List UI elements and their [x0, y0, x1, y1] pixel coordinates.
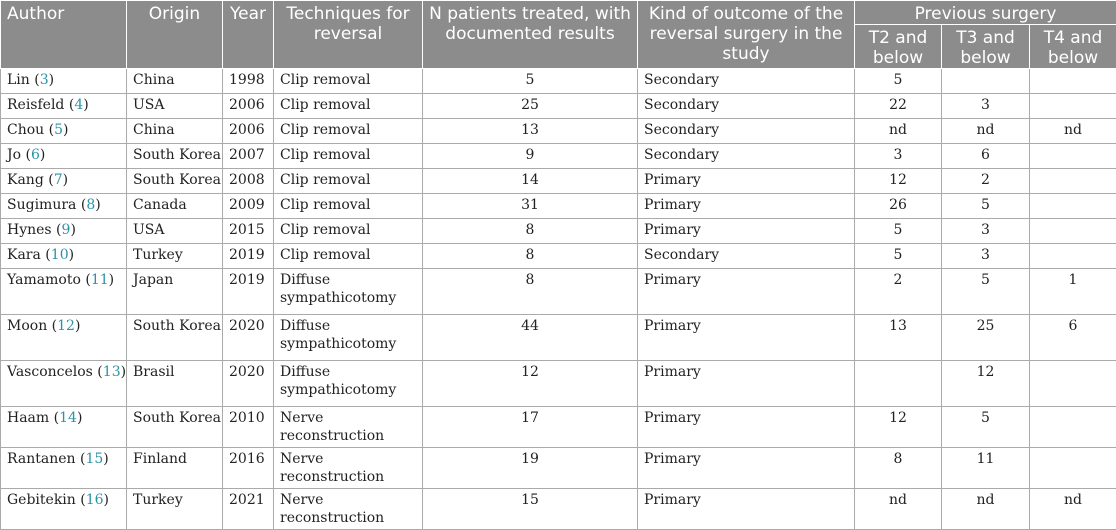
year-cell: 2008 — [223, 169, 274, 194]
technique-cell: Nerve reconstruction — [274, 448, 423, 489]
author-name: Gebitekin — [7, 492, 76, 508]
author-cell: Haam (14) — [1, 407, 127, 448]
technique-cell: Clip removal — [274, 169, 423, 194]
t2-cell: 5 — [855, 244, 942, 269]
author-cell: Kara (10) — [1, 244, 127, 269]
year-cell: 2020 — [223, 315, 274, 361]
patients-cell: 9 — [423, 144, 638, 169]
outcome-cell: Primary — [638, 169, 855, 194]
table-row — [1, 194, 1116, 219]
author-cell: Kang (7) — [1, 169, 127, 194]
t4-cell: nd — [1030, 489, 1116, 530]
t4-cell — [1030, 94, 1116, 119]
outcome-cell: Primary — [638, 489, 855, 530]
author-cell: Reisfeld (4) — [1, 94, 127, 119]
t2-cell — [855, 361, 942, 407]
t4-cell: 1 — [1030, 269, 1116, 315]
reference-link[interactable]: 16 — [86, 492, 104, 508]
t3-cell: nd — [942, 119, 1030, 144]
reference-link[interactable]: 3 — [40, 72, 49, 88]
table-row — [1, 269, 1116, 315]
author-name: Chou — [7, 122, 44, 138]
author-cell: Vasconcelos (13) — [1, 361, 127, 407]
t3-cell: 3 — [942, 94, 1030, 119]
outcome-cell: Secondary — [638, 119, 855, 144]
origin-cell: South Korea — [127, 144, 223, 169]
patients-cell: 14 — [423, 169, 638, 194]
author-cell: Sugimura (8) — [1, 194, 127, 219]
t2-cell: 5 — [855, 69, 942, 94]
t3-cell: 2 — [942, 169, 1030, 194]
outcome-cell: Secondary — [638, 94, 855, 119]
technique-cell: Clip removal — [274, 144, 423, 169]
origin-cell: China — [127, 69, 223, 94]
origin-cell: Canada — [127, 194, 223, 219]
origin-cell: Japan — [127, 269, 223, 315]
t2-cell: 13 — [855, 315, 942, 361]
t2-cell: nd — [855, 489, 942, 530]
patients-cell: 17 — [423, 407, 638, 448]
outcome-cell: Primary — [638, 315, 855, 361]
patients-cell: 8 — [423, 244, 638, 269]
table-row — [1, 119, 1116, 144]
t4-cell — [1030, 244, 1116, 269]
technique-cell: Clip removal — [274, 194, 423, 219]
author-name: Jo — [7, 147, 21, 163]
patients-cell: 8 — [423, 219, 638, 244]
author-name: Kara — [7, 247, 41, 263]
reference-link[interactable]: 6 — [31, 147, 40, 163]
t4-cell — [1030, 407, 1116, 448]
patients-cell: 44 — [423, 315, 638, 361]
origin-cell: Turkey — [127, 489, 223, 530]
origin-cell: South Korea — [127, 169, 223, 194]
table-body — [1, 69, 1116, 530]
outcome-cell: Primary — [638, 269, 855, 315]
outcome-cell: Secondary — [638, 69, 855, 94]
patients-cell: 25 — [423, 94, 638, 119]
author-cell: Jo (6) — [1, 144, 127, 169]
reference-link[interactable]: 12 — [57, 318, 75, 334]
t3-cell — [942, 69, 1030, 94]
t4-cell — [1030, 169, 1116, 194]
t2-cell: 3 — [855, 144, 942, 169]
technique-cell: Diffuse sympathicotomy — [274, 315, 423, 361]
author-name: Rantanen — [7, 451, 76, 467]
header-t2: T2 and below — [855, 25, 942, 69]
origin-cell: South Korea — [127, 407, 223, 448]
author-name: Vasconcelos — [7, 364, 93, 380]
patients-cell: 12 — [423, 361, 638, 407]
technique-cell: Clip removal — [274, 219, 423, 244]
author-cell: Hynes (9) — [1, 219, 127, 244]
year-cell: 2009 — [223, 194, 274, 219]
year-cell: 2021 — [223, 489, 274, 530]
table-row — [1, 489, 1116, 530]
author-cell: Lin (3) — [1, 69, 127, 94]
outcome-cell: Primary — [638, 219, 855, 244]
header-t3: T3 and below — [942, 25, 1030, 69]
outcome-cell: Secondary — [638, 144, 855, 169]
author-name: Hynes — [7, 222, 52, 238]
origin-cell: USA — [127, 219, 223, 244]
author-name: Sugimura — [7, 197, 76, 213]
header-origin: Origin — [127, 1, 223, 69]
patients-cell: 5 — [423, 69, 638, 94]
origin-cell: Turkey — [127, 244, 223, 269]
header-author: Author — [1, 1, 127, 69]
table-row — [1, 407, 1116, 448]
reference-link[interactable]: 8 — [86, 197, 95, 213]
reference-link[interactable]: 14 — [59, 410, 77, 426]
t2-cell: 26 — [855, 194, 942, 219]
author-name: Lin — [7, 72, 30, 88]
t4-cell — [1030, 69, 1116, 94]
year-cell: 2020 — [223, 361, 274, 407]
author-name: Moon — [7, 318, 47, 334]
t2-cell: nd — [855, 119, 942, 144]
outcome-cell: Primary — [638, 194, 855, 219]
author-name: Haam — [7, 410, 49, 426]
technique-cell: Nerve reconstruction — [274, 407, 423, 448]
reference-link[interactable]: 11 — [91, 272, 109, 288]
t4-cell: nd — [1030, 119, 1116, 144]
author-cell: Gebitekin (16) — [1, 489, 127, 530]
patients-cell: 19 — [423, 448, 638, 489]
author-name: Yamamoto — [7, 272, 81, 288]
technique-cell: Diffuse sympathicotomy — [274, 269, 423, 315]
header-patients: N patients treated, with documented results — [423, 1, 638, 69]
reference-link[interactable]: 5 — [54, 122, 63, 138]
patients-cell: 13 — [423, 119, 638, 144]
t2-cell: 22 — [855, 94, 942, 119]
header-year: Year — [223, 1, 274, 69]
t4-cell — [1030, 219, 1116, 244]
table-row — [1, 448, 1116, 489]
origin-cell: China — [127, 119, 223, 144]
origin-cell: South Korea — [127, 315, 223, 361]
t3-cell: 3 — [942, 219, 1030, 244]
author-name: Reisfeld — [7, 97, 64, 113]
reference-link[interactable]: 4 — [74, 97, 83, 113]
outcome-cell: Primary — [638, 448, 855, 489]
t4-cell — [1030, 144, 1116, 169]
table-header — [1, 1, 1116, 69]
year-cell: 2006 — [223, 94, 274, 119]
reference-link[interactable]: 9 — [62, 222, 71, 238]
table-row — [1, 69, 1116, 94]
technique-cell: Clip removal — [274, 94, 423, 119]
technique-cell: Nerve reconstruction — [274, 489, 423, 530]
origin-cell: USA — [127, 94, 223, 119]
t2-cell: 12 — [855, 169, 942, 194]
t3-cell: 6 — [942, 144, 1030, 169]
year-cell: 2010 — [223, 407, 274, 448]
author-cell: Chou (5) — [1, 119, 127, 144]
year-cell: 2019 — [223, 244, 274, 269]
patients-cell: 31 — [423, 194, 638, 219]
t4-cell — [1030, 448, 1116, 489]
t3-cell: 25 — [942, 315, 1030, 361]
outcome-cell: Secondary — [638, 244, 855, 269]
author-name: Kang — [7, 172, 44, 188]
year-cell: 2007 — [223, 144, 274, 169]
header-techniques: Techniques for reversal — [274, 1, 423, 69]
outcome-cell: Primary — [638, 361, 855, 407]
author-cell: Moon (12) — [1, 315, 127, 361]
t2-cell: 8 — [855, 448, 942, 489]
year-cell: 1998 — [223, 69, 274, 94]
t3-cell: 11 — [942, 448, 1030, 489]
table-row — [1, 219, 1116, 244]
reference-link[interactable]: 15 — [85, 451, 103, 467]
year-cell: 2006 — [223, 119, 274, 144]
outcome-cell: Primary — [638, 407, 855, 448]
t4-cell: 6 — [1030, 315, 1116, 361]
year-cell: 2019 — [223, 269, 274, 315]
author-cell: Rantanen (15) — [1, 448, 127, 489]
t3-cell: 5 — [942, 194, 1030, 219]
table-row — [1, 94, 1116, 119]
table-row — [1, 315, 1116, 361]
t2-cell: 2 — [855, 269, 942, 315]
t3-cell: 3 — [942, 244, 1030, 269]
header-t4: T4 and below — [1030, 25, 1116, 69]
technique-cell: Clip removal — [274, 119, 423, 144]
origin-cell: Brasil — [127, 361, 223, 407]
t3-cell: nd — [942, 489, 1030, 530]
t4-cell — [1030, 194, 1116, 219]
header-previous-surgery: Previous surgery — [855, 1, 1116, 25]
year-cell: 2015 — [223, 219, 274, 244]
reference-link[interactable]: 13 — [103, 364, 121, 380]
origin-cell: Finland — [127, 448, 223, 489]
table-row — [1, 244, 1116, 269]
patients-cell: 8 — [423, 269, 638, 315]
patients-cell: 15 — [423, 489, 638, 530]
reference-link[interactable]: 10 — [51, 247, 69, 263]
table-row — [1, 361, 1116, 407]
t3-cell: 5 — [942, 407, 1030, 448]
t2-cell: 5 — [855, 219, 942, 244]
author-cell: Yamamoto (11) — [1, 269, 127, 315]
t3-cell: 12 — [942, 361, 1030, 407]
t2-cell: 12 — [855, 407, 942, 448]
reference-link[interactable]: 7 — [54, 172, 63, 188]
technique-cell: Diffuse sympathicotomy — [274, 361, 423, 407]
table-row — [1, 169, 1116, 194]
t3-cell: 5 — [942, 269, 1030, 315]
technique-cell: Clip removal — [274, 69, 423, 94]
t4-cell — [1030, 361, 1116, 407]
table-row — [1, 144, 1116, 169]
header-outcome: Kind of outcome of the reversal surgery in the study — [638, 1, 855, 69]
technique-cell: Clip removal — [274, 244, 423, 269]
year-cell: 2016 — [223, 448, 274, 489]
